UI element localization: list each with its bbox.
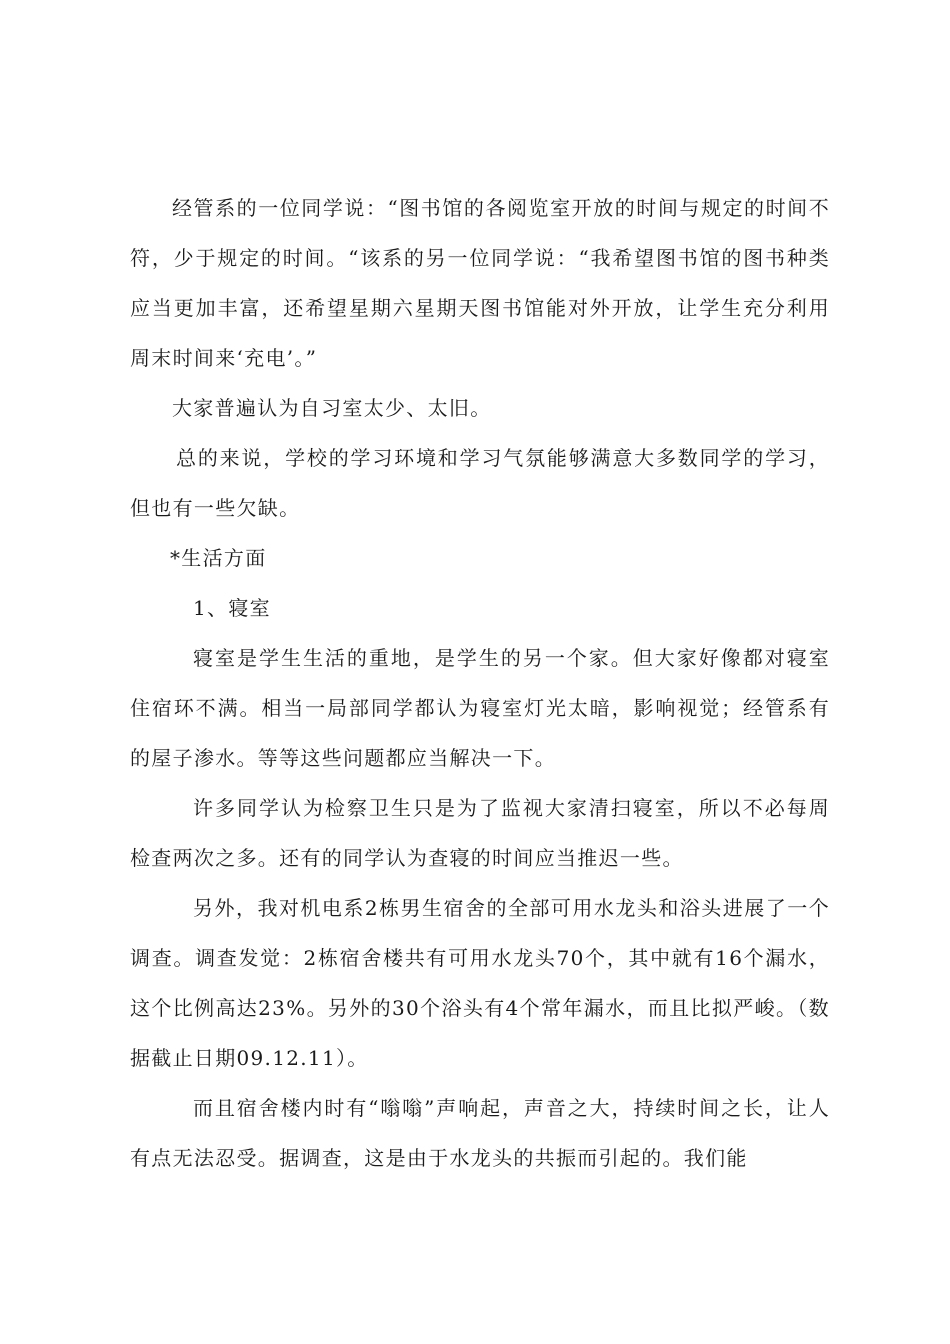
document-body (130, 183, 830, 1183)
section-heading-life: *生活方面 (170, 546, 267, 570)
paragraph-dorm-environment: 寝室是学生生活的重地，是学生的另一个家。但大家好像都对寝室住宿环不满。相当一局部同学都认为寝室灯光太暗，影响视觉；经管系有的屋子渗水。等等这些问题都应当解决一下。 (130, 646, 830, 770)
subsection-heading-dorm: 1、寝室 (193, 596, 271, 620)
paragraph-summary: 总的来说，学校的学习环境和学习气氛能够满意大多数同学的学习，但也有一些欠缺。 (130, 446, 830, 520)
paragraph-hygiene-inspection: 许多同学认为检察卫生只是为了监视大家清扫寝室，所以不必每周检查两次之多。还有的同学认为查寝的时间应当推迟一些。 (130, 796, 830, 870)
paragraph-library-opinions: 经管系的一位同学说：“图书馆的各阅览室开放的时间与规定的时间不符，少于规定的时间。“该系的另一位同学说：“我希望图书馆的图书种类应当更加丰富，还希望星期六星期天图书馆能对外开放，让学生充分利用周末时间来‘充电’。” (130, 196, 830, 370)
paragraph-noise: 而且宿舍楼内时有“嗡嗡”声响起，声音之大，持续时间之长，让人有点无法忍受。据调查，这是由于水龙头的共振而引起的。我们能 (130, 1096, 830, 1170)
paragraph-study-room: 大家普遍认为自习室太少、太旧。 (172, 396, 492, 420)
paragraph-faucet-survey: 另外，我对机电系2栋男生宿舍的全部可用水龙头和浴头进展了一个调查。调查发觉：2栋宿舍楼共有可用水龙头70个，其中就有16个漏水，这个比例高达23%。另外的30个浴头有4个常年漏水，而且比拟严峻。（数据截止日期09.12.11）。 (130, 896, 830, 1070)
